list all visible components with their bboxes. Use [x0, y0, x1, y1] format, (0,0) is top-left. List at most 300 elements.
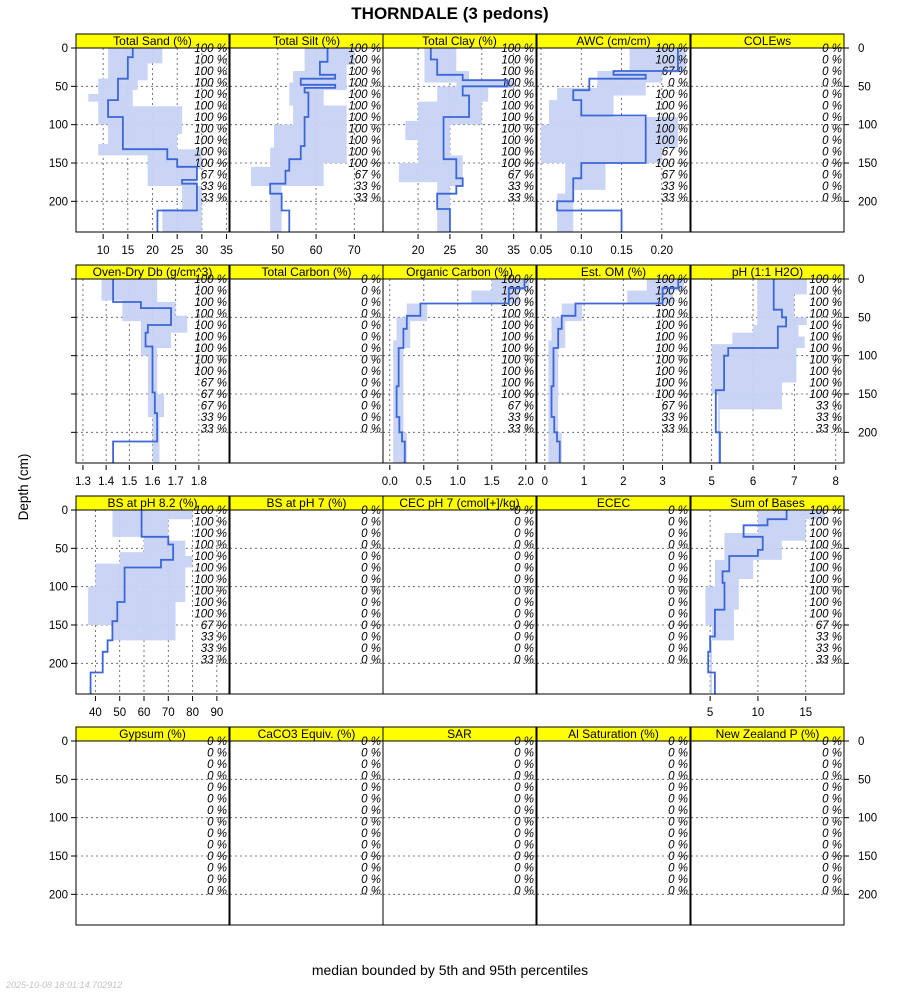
pct-label: 0 % [361, 747, 381, 760]
pct-label: 0 % [668, 736, 688, 748]
pct-label: 0 % [361, 389, 381, 401]
pct-label: 33 % [815, 400, 842, 413]
pct-label: 67 % [661, 66, 688, 78]
panel [537, 265, 690, 488]
panel-border [691, 48, 844, 232]
pct-label: 33 % [354, 192, 381, 205]
x-tick-label: 80 [186, 707, 199, 719]
pct-label: 0 % [361, 274, 381, 286]
panel-strip-label: New Zealand P (%) [715, 727, 820, 741]
pct-label: 0 % [822, 89, 842, 101]
panel-strip-label: Total Clay (%) [422, 34, 497, 48]
pct-label: 0 % [668, 562, 688, 575]
pct-label: 0 % [361, 354, 381, 367]
pct-label: 67 % [200, 389, 227, 401]
pct-label: 0 % [822, 851, 842, 863]
y-tick-label: 150 [48, 158, 68, 170]
panel-border [230, 510, 383, 694]
y-tick-label: 0 [61, 736, 68, 748]
pct-label: 0 % [822, 874, 842, 886]
pct-label: 0 % [822, 123, 842, 136]
x-tick-label: 2.0 [517, 476, 534, 488]
pct-label: 0 % [668, 516, 688, 529]
pct-label: 0 % [207, 862, 227, 875]
y-tick-label: 100 [858, 812, 878, 825]
pct-label: 0 % [514, 874, 534, 886]
x-tick-label: 1 [580, 476, 588, 488]
pct-label: 0 % [668, 608, 688, 621]
pct-label: 0 % [514, 528, 534, 540]
x-tick-label: 20 [146, 245, 159, 257]
pct-label: 100 % [655, 274, 688, 286]
y-tick-label: 100 [48, 119, 68, 132]
pct-label: 0 % [361, 759, 381, 771]
percentile-band [705, 510, 825, 694]
pct-label: 0 % [361, 839, 381, 852]
panel-border [230, 279, 383, 463]
x-tick-label: 1.3 [74, 476, 91, 488]
pct-label: 0 % [668, 505, 688, 517]
panel [230, 727, 383, 925]
pct-label: 0 % [822, 100, 842, 113]
panel-strip-label: COLEws [743, 34, 792, 48]
pct-label: 0 % [822, 43, 842, 55]
pct-label: 0 % [361, 574, 381, 586]
pct-label: 0 % [668, 631, 688, 644]
x-tick-label: 10 [96, 245, 110, 257]
pct-label: 0 % [668, 839, 688, 852]
pct-label: 0 % [668, 585, 688, 598]
pct-label: 100 % [348, 100, 381, 113]
panel [383, 496, 536, 694]
panel [49, 34, 233, 257]
pct-label: 0 % [668, 643, 688, 655]
pct-label: 0 % [207, 828, 227, 840]
x-tick-label: 1.6 [144, 476, 161, 488]
pct-label: 0 % [514, 643, 534, 655]
pct-label: 0 % [361, 851, 381, 863]
pct-label: 100 % [194, 320, 227, 332]
pct-label: 100 % [809, 597, 842, 609]
x-tick-label: 0.20 [650, 245, 674, 257]
x-tick-label: 15 [121, 245, 135, 257]
panel [691, 727, 877, 925]
pct-label: 67 % [354, 169, 381, 182]
pct-label: 33 % [200, 643, 227, 655]
pct-label: 33 % [354, 181, 381, 193]
panel-strip-label: BS at pH 7 (%) [266, 496, 347, 510]
pct-label: 100 % [194, 505, 227, 517]
y-tick-label: 150 [858, 851, 878, 863]
panel-strip-label: AWC (cm/cm) [576, 34, 651, 48]
x-tick-label: 3 [659, 476, 666, 488]
panel-border [383, 741, 536, 925]
pct-label: 100 % [194, 354, 227, 367]
x-tick-label: 6 [749, 476, 757, 488]
pct-label: 0 % [361, 885, 381, 898]
pct-label: 0 % [207, 885, 227, 898]
pct-label: 0 % [822, 862, 842, 875]
pct-label: 0 % [361, 620, 381, 632]
pct-label: 0 % [822, 816, 842, 829]
panel [230, 34, 383, 257]
pct-label: 0 % [822, 66, 842, 78]
pct-label: 0 % [361, 516, 381, 529]
pct-label: 100 % [655, 112, 688, 124]
x-tick-label: 1.0 [449, 476, 466, 488]
pct-label: 0 % [822, 759, 842, 771]
pct-label: 0 % [361, 793, 381, 806]
pct-label: 33 % [200, 654, 227, 667]
pct-label: 100 % [809, 516, 842, 529]
x-tick-label: 70 [161, 707, 175, 719]
x-tick-label: 90 [210, 707, 224, 719]
panel [230, 496, 383, 694]
percentile-band [712, 279, 807, 463]
chart-footer: median bounded by 5th and 95th percentiles [311, 962, 589, 978]
pct-label: 100 % [655, 320, 688, 332]
pct-label: 0 % [361, 285, 381, 298]
pct-label: 0 % [514, 793, 534, 806]
pct-label: 0 % [668, 539, 688, 552]
pct-label: 100 % [809, 562, 842, 575]
panel-strip-label: CEC pH 7 (cmol[+]/kg) [399, 496, 520, 510]
pct-label: 0 % [514, 574, 534, 586]
pct-label: 100 % [655, 308, 688, 321]
pct-label: 100 % [809, 389, 842, 401]
x-tick-label: 35 [507, 245, 521, 257]
pct-label: 0 % [822, 169, 842, 182]
pct-label: 0 % [668, 77, 688, 90]
panel-strip-label: BS at pH 8.2 (%) [107, 496, 198, 510]
pct-label: 33 % [815, 643, 842, 655]
x-tick-label: 60 [137, 707, 151, 719]
panel [537, 496, 690, 694]
pct-label: 100 % [194, 146, 227, 159]
pct-label: 100 % [809, 320, 842, 332]
pct-label: 100 % [655, 100, 688, 113]
pct-label: 0 % [207, 874, 227, 886]
pct-label: 0 % [822, 736, 842, 748]
pct-label: 100 % [194, 66, 227, 78]
pct-label: 33 % [661, 192, 688, 205]
pct-label: 0 % [361, 597, 381, 609]
panel [383, 727, 536, 925]
pct-label: 33 % [507, 181, 534, 193]
panel [382, 265, 536, 488]
pct-label: 0 % [822, 54, 842, 67]
x-tick-label: 50 [113, 707, 127, 719]
pct-label: 0 % [361, 828, 381, 840]
pct-label: 0 % [361, 412, 381, 424]
pct-label: 0 % [207, 747, 227, 760]
pct-label: 100 % [809, 354, 842, 367]
pct-label: 100 % [501, 331, 534, 344]
pct-label: 0 % [361, 654, 381, 667]
pct-label: 33 % [661, 181, 688, 193]
pct-label: 0 % [668, 862, 688, 875]
y-tick-label: 150 [858, 158, 878, 170]
pct-label: 0 % [361, 816, 381, 829]
pct-label: 0 % [514, 828, 534, 840]
pct-label: 67 % [661, 400, 688, 413]
x-tick-label: 10 [751, 707, 765, 719]
x-tick-label: 1.5 [483, 476, 500, 488]
panel-border [537, 510, 690, 694]
pct-label: 0 % [822, 747, 842, 760]
pct-label: 0 % [514, 551, 534, 563]
x-tick-label: 25 [443, 245, 457, 257]
pct-label: 100 % [194, 551, 227, 563]
pct-label: 67 % [507, 169, 534, 182]
y-tick-label: 200 [48, 889, 68, 902]
pct-label: 100 % [809, 285, 842, 298]
pct-label: 0 % [207, 782, 227, 794]
pct-label: 100 % [809, 331, 842, 344]
pct-label: 67 % [200, 400, 227, 413]
panel-strip-label: Sum of Bases [730, 496, 805, 510]
percentile-band [102, 279, 188, 463]
pct-label: 33 % [200, 181, 227, 193]
pct-label: 0 % [361, 505, 381, 517]
pct-label: 100 % [501, 366, 534, 378]
pct-label: 0 % [668, 782, 688, 794]
panel-border [230, 741, 383, 925]
pct-label: 0 % [668, 816, 688, 829]
pct-label: 0 % [361, 585, 381, 598]
panel-border [76, 741, 229, 925]
pct-label: 100 % [348, 158, 381, 170]
x-tick-label: 7 [791, 476, 798, 488]
percentile-band [88, 48, 202, 232]
y-tick-label: 100 [48, 812, 68, 825]
panel-border [537, 741, 690, 925]
pct-label: 0 % [668, 551, 688, 563]
pct-label: 100 % [194, 528, 227, 540]
pct-label: 0 % [668, 770, 688, 783]
pct-label: 100 % [194, 516, 227, 529]
pct-label: 100 % [194, 608, 227, 621]
pct-label: 0 % [822, 885, 842, 898]
y-tick-label: 50 [858, 774, 871, 787]
pct-label: 0 % [207, 839, 227, 852]
pct-label: 0 % [514, 862, 534, 875]
pct-label: 100 % [655, 54, 688, 67]
pct-label: 100 % [194, 43, 227, 55]
pct-label: 0 % [514, 736, 534, 748]
pct-label: 0 % [514, 620, 534, 632]
x-tick-label: 2 [620, 476, 627, 488]
pct-label: 100 % [501, 77, 534, 90]
pct-label: 100 % [809, 343, 842, 355]
x-tick-label: 40 [89, 707, 102, 719]
pct-label: 0 % [668, 747, 688, 760]
pct-label: 0 % [361, 400, 381, 413]
pct-label: 0 % [207, 793, 227, 806]
pct-label: 0 % [361, 320, 381, 332]
pct-label: 0 % [361, 331, 381, 344]
pct-label: 100 % [809, 608, 842, 621]
pct-label: 67 % [661, 146, 688, 159]
y-tick-label: 0 [858, 274, 865, 286]
panel-border [383, 510, 536, 694]
pct-label: 0 % [668, 759, 688, 771]
pct-label: 100 % [655, 343, 688, 355]
x-tick-label: 30 [195, 245, 209, 257]
x-tick-label: 0.15 [610, 245, 633, 257]
pct-label: 0 % [361, 343, 381, 355]
y-tick-label: 100 [858, 350, 878, 363]
pct-label: 0 % [822, 158, 842, 170]
pct-label: 0 % [668, 805, 688, 817]
pct-label: 0 % [514, 516, 534, 529]
pct-label: 0 % [514, 597, 534, 609]
pct-label: 0 % [514, 562, 534, 575]
pct-label: 0 % [668, 528, 688, 540]
pct-label: 100 % [809, 308, 842, 321]
panel-strip-label: Total Silt (%) [272, 34, 341, 48]
pct-label: 100 % [348, 146, 381, 159]
pct-label: 0 % [668, 874, 688, 886]
pct-label: 0 % [822, 770, 842, 783]
pct-label: 100 % [194, 112, 227, 124]
panel [71, 265, 229, 488]
percentile-band [251, 48, 354, 232]
pct-label: 0 % [361, 423, 381, 436]
pct-label: 0 % [514, 770, 534, 783]
panel [691, 265, 877, 488]
pct-label: 0 % [207, 851, 227, 863]
pct-label: 0 % [668, 597, 688, 609]
pct-label: 0 % [514, 805, 534, 817]
pct-label: 100 % [194, 308, 227, 321]
panel-strip-label: Gypsum (%) [119, 727, 186, 741]
panel [537, 727, 690, 925]
pct-label: 0 % [822, 112, 842, 124]
y-tick-label: 100 [858, 119, 878, 132]
pct-label: 100 % [655, 43, 688, 55]
panel-strip-label: CaCO3 Equiv. (%) [257, 727, 356, 741]
y-tick-label: 50 [55, 81, 68, 94]
pct-label: 0 % [668, 574, 688, 586]
percentile-band [88, 510, 192, 694]
panel [530, 34, 690, 257]
pct-label: 100 % [809, 377, 842, 390]
pct-label: 0 % [514, 816, 534, 829]
pct-label: 100 % [501, 66, 534, 78]
y-tick-label: 150 [48, 620, 68, 632]
pct-label: 0 % [822, 805, 842, 817]
pct-label: 100 % [501, 389, 534, 401]
x-tick-label: 30 [475, 245, 489, 257]
x-tick-label: 0.0 [381, 476, 398, 488]
panel [691, 34, 877, 232]
pct-label: 0 % [361, 608, 381, 621]
pct-label: 100 % [194, 585, 227, 598]
pct-label: 0 % [822, 192, 842, 205]
x-tick-label: 50 [271, 245, 285, 257]
pct-label: 100 % [194, 54, 227, 67]
pct-label: 0 % [514, 631, 534, 644]
x-tick-label: 1.4 [98, 476, 115, 488]
pct-label: 0 % [361, 377, 381, 390]
pct-label: 100 % [655, 123, 688, 136]
pct-label: 100 % [348, 54, 381, 67]
pct-label: 0 % [668, 620, 688, 632]
pct-label: 100 % [501, 297, 534, 309]
pct-label: 0 % [514, 839, 534, 852]
panel [691, 496, 849, 719]
y-tick-label: 150 [858, 389, 878, 401]
y-tick-label: 50 [858, 312, 871, 325]
pct-label: 100 % [194, 562, 227, 575]
pct-label: 0 % [207, 816, 227, 829]
pct-label: 0 % [822, 146, 842, 159]
x-tick-label: 60 [309, 245, 323, 257]
pct-label: 100 % [501, 112, 534, 124]
pct-label: 100 % [809, 505, 842, 517]
pct-label: 100 % [809, 574, 842, 586]
pct-label: 100 % [348, 123, 381, 136]
pct-label: 0 % [514, 759, 534, 771]
x-tick-label: 20 [411, 245, 425, 257]
pct-label: 100 % [501, 377, 534, 390]
panel [230, 265, 383, 463]
pct-label: 100 % [194, 539, 227, 552]
pct-label: 100 % [501, 135, 534, 147]
pct-label: 100 % [194, 285, 227, 298]
pct-label: 100 % [194, 158, 227, 170]
pct-label: 67 % [661, 169, 688, 182]
x-tick-label: 70 [347, 245, 361, 257]
y-tick-label: 200 [858, 196, 878, 209]
pct-label: 100 % [501, 43, 534, 55]
x-tick-label: 1.5 [121, 476, 138, 488]
y-tick-label: 0 [61, 505, 68, 517]
pct-label: 33 % [661, 412, 688, 424]
pct-label: 0 % [668, 654, 688, 667]
pct-label: 100 % [348, 77, 381, 90]
pct-label: 100 % [501, 308, 534, 321]
pct-label: 100 % [655, 331, 688, 344]
y-tick-label: 0 [858, 43, 865, 55]
pct-label: 0 % [207, 759, 227, 771]
x-tick-label: 0.5 [415, 476, 432, 488]
x-tick-label: 15 [799, 707, 813, 719]
pct-label: 33 % [815, 423, 842, 436]
pct-label: 33 % [200, 412, 227, 424]
y-tick-label: 100 [48, 581, 68, 594]
pct-label: 0 % [514, 851, 534, 863]
pct-label: 0 % [514, 585, 534, 598]
y-axis-title: Depth (cm) [16, 453, 31, 521]
pct-label: 0 % [361, 297, 381, 309]
pct-label: 33 % [507, 423, 534, 436]
panel-strip-label: pH (1:1 H2O) [731, 265, 804, 279]
x-tick-label: 8 [832, 476, 839, 488]
pct-label: 100 % [501, 274, 534, 286]
pct-label: 0 % [361, 782, 381, 794]
pct-label: 100 % [501, 320, 534, 332]
pct-label: 0 % [668, 851, 688, 863]
panel [49, 496, 229, 719]
pct-label: 100 % [655, 158, 688, 170]
x-tick-label: 0.10 [570, 245, 593, 257]
pct-label: 0 % [361, 770, 381, 783]
pct-label: 100 % [655, 377, 688, 390]
pct-label: 100 % [194, 366, 227, 378]
pct-label: 67 % [200, 169, 227, 182]
